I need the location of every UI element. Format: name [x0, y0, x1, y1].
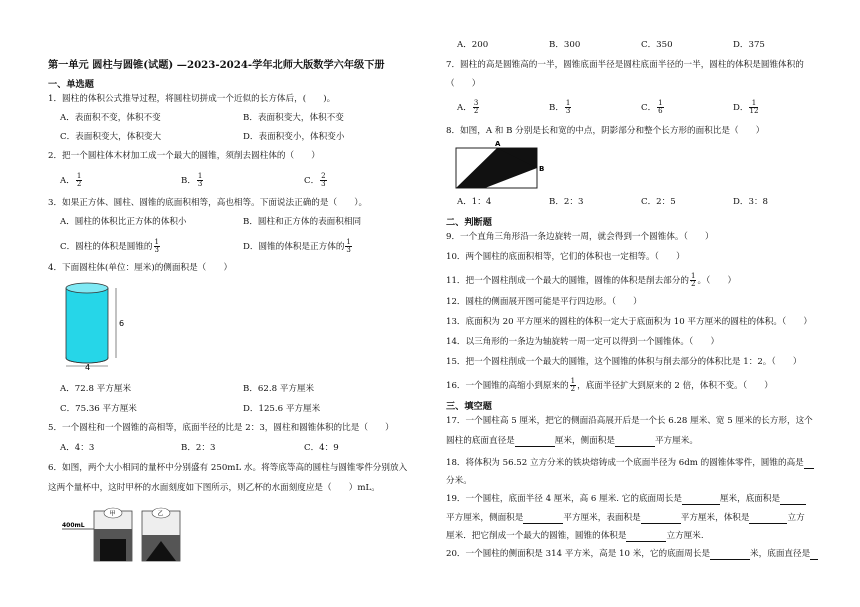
fraction-numerator: 3: [473, 99, 479, 107]
answer-blank[interactable]: [523, 514, 563, 524]
fill-question-19-line1: [446, 494, 806, 505]
question-8-option-c: C．2：5: [641, 197, 676, 207]
fraction: [657, 100, 663, 115]
option-letter: A．: [60, 176, 75, 186]
question-6-option-c: C．350: [641, 40, 673, 50]
fraction-denominator: 12: [749, 107, 759, 115]
question-1-option-c: C．表面积变大，体积变大: [60, 132, 162, 142]
question-5-option-c: C．4：9: [304, 443, 339, 453]
section-heading-fill-blank: 三、填空题: [446, 401, 492, 412]
answer-blank[interactable]: [641, 514, 681, 524]
question-2-option-a: [60, 173, 83, 188]
question-4-option-a: A．72.8 平方厘米: [60, 384, 132, 394]
fraction-denominator: 3: [346, 246, 351, 254]
fraction-denominator: 2: [76, 180, 82, 188]
answer-blank[interactable]: [810, 550, 818, 560]
judge-question-12: 12．圆柱的侧面展开图可能是平行四边形。（ ）: [446, 297, 642, 307]
cup-jia-label: 甲: [109, 510, 116, 518]
question-3-option-c: [60, 239, 161, 254]
question-5-stem: 5．一个圆柱和一个圆锥的高相等，底面半径的比是 2：3，圆柱和圆锥体积的比是（ ）: [48, 423, 394, 433]
option-letter: B．: [549, 103, 564, 113]
question-6-option-d: D．375: [733, 40, 765, 50]
judge-question-11-text: 11．把一个圆柱削成一个最大的圆锥，圆锥的体积是削去部分的: [446, 276, 689, 286]
answer-blank[interactable]: [615, 437, 655, 447]
text: 19．一个圆柱，底面半径 4 厘米，高 6 厘米. 它的底面周长是: [446, 494, 682, 504]
fraction: [197, 173, 203, 188]
question-8-stem: 8．如图，A 和 B 分别是长和宽的中点，阴影部分和整个长方形的面积比是（ ）: [446, 126, 765, 136]
question-2-stem: 2．把一个圆柱体木材加工成一个最大的圆锥，须削去圆柱体的（ ）: [48, 151, 320, 161]
judge-question-11-end: 。（ ）: [697, 276, 737, 286]
fill-question-17-line1: 17．一个圆柱高 5 厘米，把它的侧面沿高展开后是一个长 6.28 厘米、宽 5 厘米的长方形，这个: [446, 416, 813, 426]
height-label: 6: [119, 319, 125, 328]
answer-blank[interactable]: [626, 532, 666, 542]
page-title: 第一单元 圆柱与圆锥(试题) —2023-2024-学年北师大版数学六年级下册: [48, 59, 385, 71]
point-b-label: B: [539, 165, 545, 173]
question-6-stem-line1: 6．如图，两个大小相同的量杯中分别盛有 250mL 水。将等底等高的圆柱与圆锥零件分别放入: [48, 463, 408, 473]
option-letter: B．: [181, 176, 196, 186]
question-7-option-c: [641, 100, 665, 115]
question-8-option-d: D．3：8: [733, 197, 769, 207]
question-7-stem-line1: 7．圆柱的高是圆锥高的一半，圆锥底面半径是圆柱底面半径的一半，圆柱的体积是圆锥体积的: [446, 60, 804, 70]
fraction-numerator: 1: [346, 238, 351, 246]
text: 立方厘米.: [666, 531, 704, 541]
rectangle-figure: [455, 138, 550, 190]
question-3-option-d: [243, 239, 353, 254]
fraction-numerator: 1: [690, 272, 696, 280]
answer-blank[interactable]: [515, 437, 555, 447]
fraction: [565, 100, 571, 115]
question-7-option-b: [549, 100, 572, 115]
question-7-stem-line2: （ ）: [446, 79, 481, 89]
question-8-option-b: B．2：3: [549, 197, 584, 207]
question-4-option-d: D．125.6 平方厘米: [243, 404, 321, 414]
judge-question-10: 10．两个圆柱的底面积相等，它们的体积也一定相等。（ ）: [446, 252, 685, 262]
fill-question-17-line2: [446, 436, 698, 447]
fraction-denominator: 3: [321, 180, 326, 188]
fraction: [473, 100, 479, 115]
fill-question-19-line3: [446, 531, 704, 542]
question-1-stem: 1．圆柱的体积公式推导过程，将圆柱切拼成一个近似的长方体后，( )。: [48, 94, 336, 104]
question-3-stem: 3．如果正方体、圆柱、圆锥的底面积相等，高也相等。下面说法正确的是（ ）。: [48, 198, 368, 208]
diameter-label: 4: [85, 363, 91, 370]
question-5-option-a: A．4：3: [60, 443, 95, 453]
judge-question-11: [446, 273, 736, 288]
fraction: [320, 173, 326, 188]
question-4-option-b: B．62.8 平方厘米: [243, 384, 315, 394]
question-1-option-d: D．表面积变小，体积变小: [243, 132, 345, 142]
point-a-label: A: [495, 140, 501, 148]
cylinder-figure: [58, 280, 130, 370]
question-6-option-b: B．300: [549, 40, 581, 50]
cylinder-body-fill: [66, 288, 107, 358]
fraction: [749, 100, 758, 115]
fraction: [76, 173, 82, 188]
question-5-option-b: B．2：3: [181, 443, 216, 453]
option-letter: C．: [304, 176, 320, 186]
option-text: D．圆锥的体积是正方体的: [243, 242, 345, 252]
judge-question-16: [446, 378, 773, 393]
fill-question-18-line2: 分米。: [446, 476, 472, 486]
text: 平方厘米，侧面积是: [446, 513, 524, 523]
judge-question-14: 14．以三角形的一条边为轴旋转一周一定可以得到一个圆锥体。（ ）: [446, 337, 720, 347]
fill-question-19-line2: [446, 513, 805, 524]
text: 18．将体积为 56.52 立方分米的铁块熔铸成一个底面半径为 6dm 的圆锥体零件，圆锥的高是: [446, 458, 804, 468]
question-6-stem-line2: 这两个量杯中，这时甲杯的水面刻度如下图所示，则乙杯的水面刻度应是（ ）mL。: [48, 483, 380, 493]
option-text: C．圆柱的体积是圆锥的: [60, 242, 153, 252]
answer-blank[interactable]: [749, 514, 787, 524]
answer-blank[interactable]: [804, 459, 814, 469]
fraction-numerator: 1: [570, 377, 576, 385]
text: 20．一个圆柱的侧面积是 314 平方米，高是 10 米，它的底面周长是: [446, 549, 711, 559]
answer-blank[interactable]: [780, 495, 806, 505]
fill-question-18-line1: [446, 458, 814, 469]
measuring-cups-figure: [62, 505, 192, 565]
fraction-denominator: 3: [154, 246, 159, 254]
section-heading-true-false: 二、判断题: [446, 217, 492, 228]
question-2-option-c: [304, 173, 328, 188]
question-2-option-b: [181, 173, 204, 188]
option-letter: A．: [457, 103, 472, 113]
question-1-option-b: B．表面积变大，体积不变: [243, 113, 344, 123]
question-3-option-a: A．圆柱的体积比正方体的体积小: [60, 217, 187, 227]
judge-question-13: 13．底面积为 20 平方厘米的圆柱的体积一定大于底面积为 10 平方厘米的圆柱的体积。（ ）: [446, 317, 812, 327]
judge-question-16-text: 16．一个圆锥的高缩小到原来的: [446, 381, 569, 391]
fraction-denominator: 6: [658, 107, 663, 115]
question-7-option-a: [457, 100, 480, 115]
text: 厘米，侧面积是: [554, 436, 615, 446]
text: 厘米，底面积是: [719, 494, 781, 504]
question-1-option-a: A．表面积不变，体积不变: [60, 113, 161, 123]
fraction: [345, 239, 351, 254]
fraction: [690, 273, 696, 288]
fraction-numerator: 2: [321, 172, 326, 180]
cup-yi-label: 乙: [157, 510, 164, 518]
fraction-numerator: 1: [749, 100, 758, 108]
section-heading-single-choice: 一、单选题: [48, 79, 94, 90]
cup-scale-label: 400mL: [62, 522, 85, 529]
answer-blank[interactable]: [682, 495, 720, 505]
text: 平方厘米。: [654, 436, 698, 446]
fraction-denominator: 2: [570, 385, 576, 393]
fill-question-20-line1: [446, 549, 818, 560]
fraction-numerator: 1: [154, 238, 159, 246]
text: 圆柱的底面直径是: [446, 436, 515, 446]
text: 厘米．把它削成一个最大的圆锥，圆锥的体积是: [446, 531, 627, 541]
question-3-option-b: B．圆柱和正方体的表面积相同: [243, 217, 362, 227]
fraction: [570, 378, 576, 393]
question-8-option-a: A．1：4: [457, 197, 492, 207]
text: 平方厘米，体积是: [680, 513, 750, 523]
question-4-option-c: C．75.36 平方厘米: [60, 404, 137, 414]
text: 米，底面直径是: [750, 549, 811, 559]
fraction: [154, 239, 160, 254]
fraction-numerator: 1: [76, 172, 82, 180]
text: 立方: [787, 513, 805, 523]
judge-question-16-end: ，底面半径扩大到原来的 2 倍，体积不变。（ ）: [577, 381, 773, 391]
option-letter: D．: [733, 103, 749, 113]
fraction-numerator: 1: [565, 99, 571, 107]
cylinder-part: [100, 539, 126, 561]
option-letter: C．: [641, 103, 657, 113]
cylinder-top: [66, 283, 108, 293]
fraction-denominator: 3: [197, 180, 203, 188]
judge-question-15: 15．把一个圆柱削成一个最大的圆锥，这个圆锥的体积与削去部分的体积比是 1：2。（ ）: [446, 357, 802, 367]
fraction-denominator: 2: [473, 107, 479, 115]
text: 平方厘米，表面积是: [563, 513, 641, 523]
question-6-option-a: A．200: [457, 40, 489, 50]
fraction-numerator: 1: [197, 172, 203, 180]
question-7-option-d: [733, 100, 759, 115]
fraction-denominator: 2: [690, 280, 696, 288]
judge-question-9: 9．一个直角三角形沿一条边旋转一周，就会得到一个圆锥体。（ ）: [446, 232, 714, 242]
fraction-numerator: 1: [658, 99, 663, 107]
question-4-stem: 4．下面圆柱体(单位：厘米)的侧面积是（ ）: [48, 263, 233, 273]
fraction-denominator: 3: [565, 107, 571, 115]
answer-blank[interactable]: [710, 550, 750, 560]
